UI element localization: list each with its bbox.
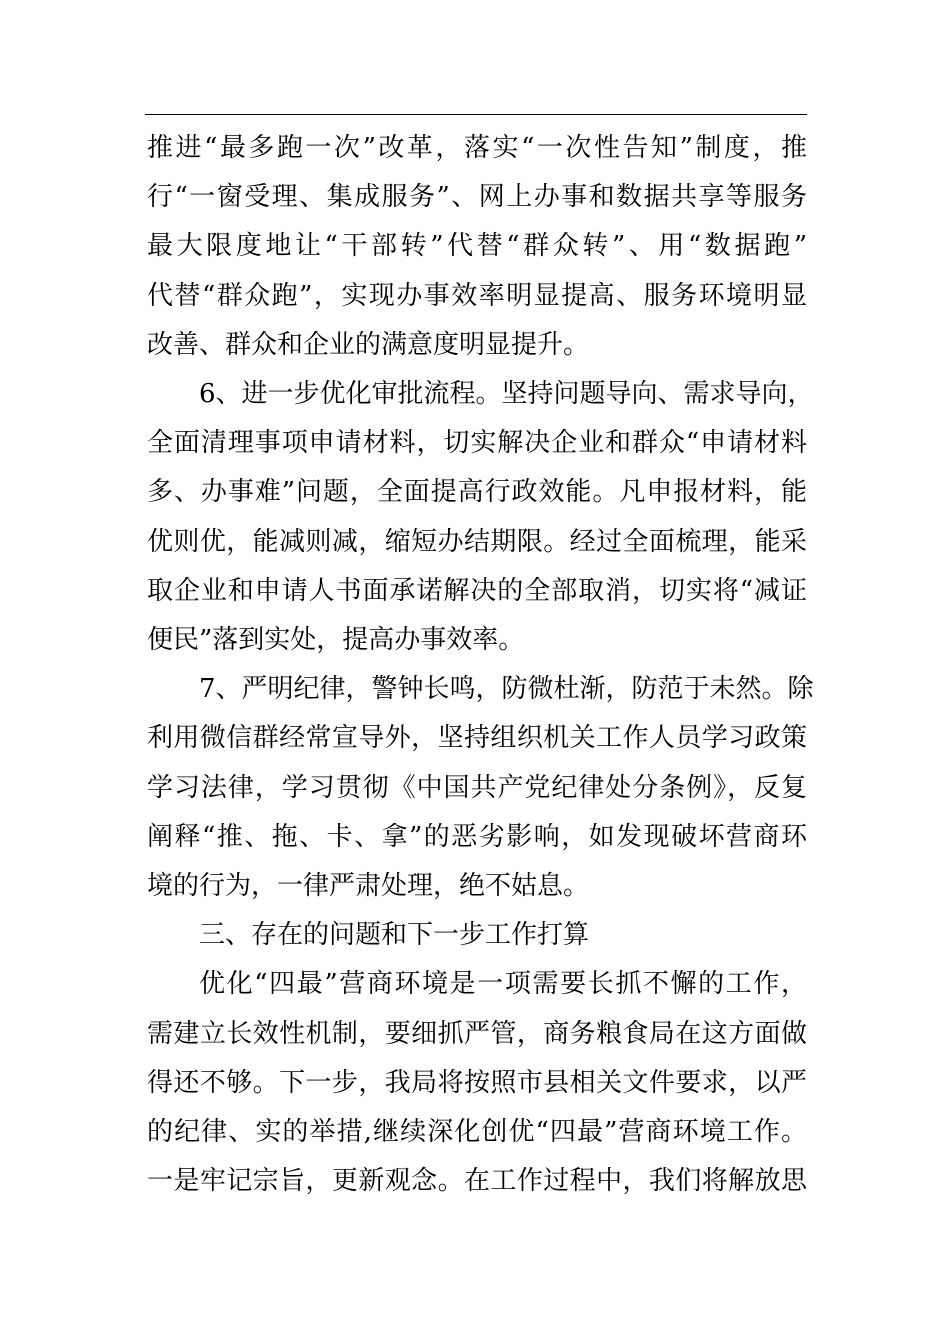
text-line: 的纪律、实的举措,继续深化创优“四最”营商环境工作。: [147, 1117, 807, 1147]
section-heading: 三、存在的问题和下一步工作打算: [199, 920, 590, 951]
text-line: 优化“四最”营商环境是一项需要长抓不懈的工作，: [199, 969, 807, 1000]
text-line: 改善、群众和企业的满意度明显提升。: [147, 329, 590, 360]
text-line: 推进“最多跑一次”改革，落实“一次性告知”制度，推: [147, 133, 807, 163]
text-line: 阐释“推、拖、卡、拿”的恶劣影响，如发现破坏营商环: [147, 821, 807, 852]
text-line: 便民”落到实处，提高办事效率。: [147, 625, 525, 655]
header-rule: [145, 114, 807, 115]
text-line: 代替“群众跑”，实现办事效率明显提高、服务环境明显: [147, 280, 807, 311]
text-line: 利用微信群经常宣导外，坚持组织机关工作人员学习政策: [147, 723, 807, 754]
text-line: 需建立长效性机制，要细抓严管，商务粮食局在这方面做: [147, 1018, 807, 1049]
text-line: 得还不够。下一步，我局将按照市县相关文件要求，以严: [147, 1067, 807, 1098]
text-line: 7、严明纪律，警钟长鸣，防微杜渐，防范于未然。除: [199, 674, 814, 705]
text-line: 全面清理事项申请材料，切实解决企业和群众“申请材料: [147, 428, 807, 459]
text-line: 6、进一步优化审批流程。坚持问题导向、需求导向，: [199, 379, 814, 409]
text-line: 学习法律，学习贯彻《中国共产党纪律处分条例》，反复: [147, 772, 807, 803]
text-line: 一是牢记宗旨，更新观念。在工作过程中，我们将解放思: [147, 1166, 807, 1197]
text-line: 优则优，能减则减，缩短办结期限。经过全面梳理，能采: [147, 526, 807, 557]
text-line: 境的行为，一律严肃处理，绝不姑息。: [147, 871, 590, 901]
text-line: 多、办事难”问题，全面提高行政效能。凡申报材料，能: [147, 477, 807, 508]
text-line: 最大限度地让“干部转”代替“群众转”、用“数据跑”: [147, 231, 807, 262]
text-line: 取企业和申请人书面承诺解决的全部取消，切实将“减证: [147, 575, 807, 606]
text-line: 行“一窗受理、集成服务”、网上办事和数据共享等服务: [147, 182, 807, 213]
